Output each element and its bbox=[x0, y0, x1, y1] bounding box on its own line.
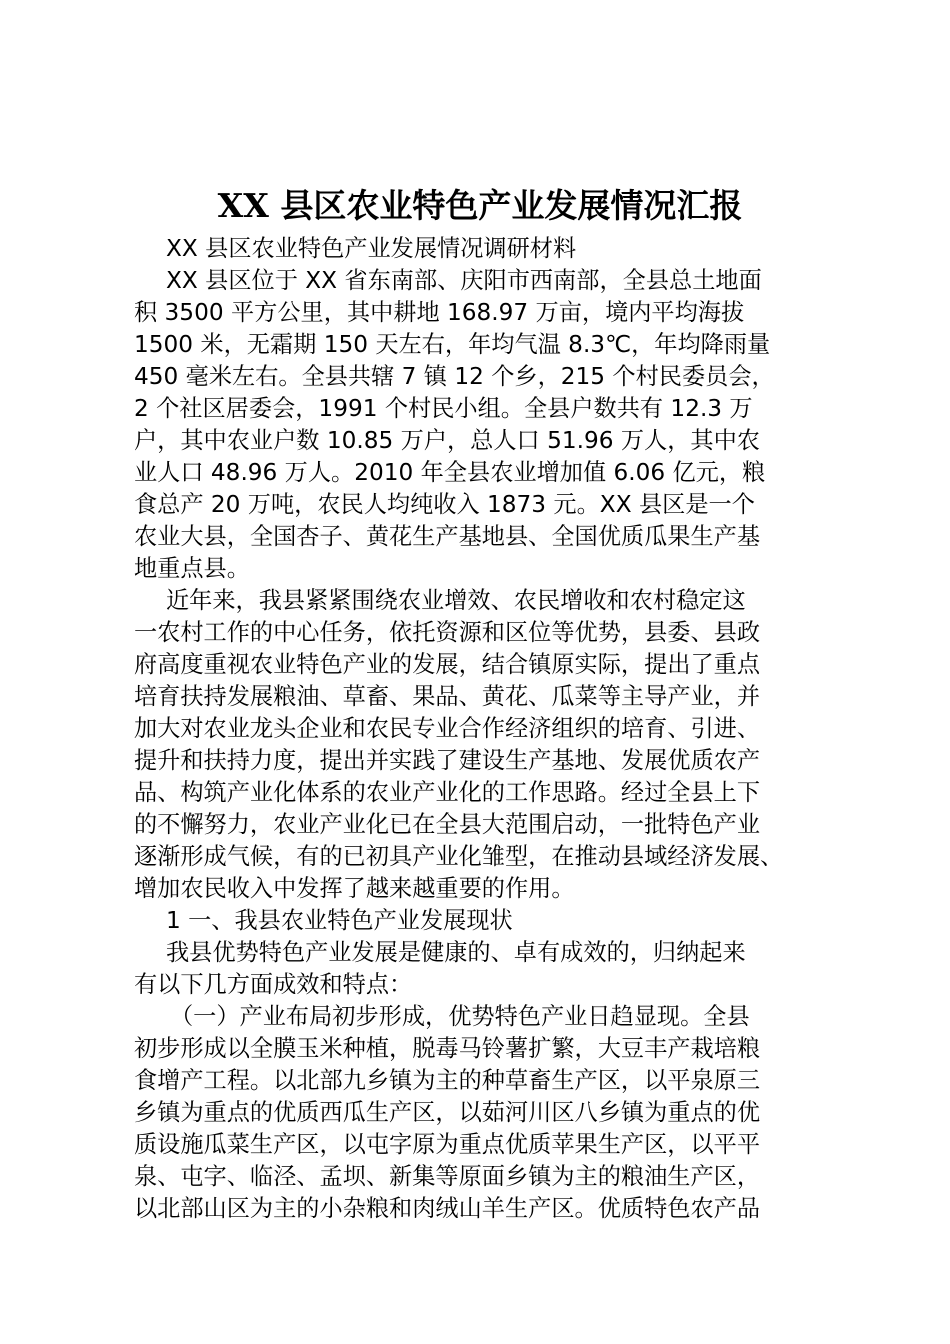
paragraph-line: 质设施瓜菜生产区，以屯字原为重点优质苹果生产区，以平平 bbox=[134, 1131, 761, 1158]
paragraph-line: 培育扶持发展粮油、草畜、果品、黄花、瓜菜等主导产业，并 bbox=[134, 683, 761, 710]
paragraph-line: 1500 米，无霜期 150 天左右，年均气温 8.3℃，年均降雨量 bbox=[134, 331, 771, 358]
paragraph-line: 户，其中农业户数 10.85 万户，总人口 51.96 万人，其中农 bbox=[134, 427, 760, 454]
paragraph-line: 2 个社区居委会，1991 个村民小组。全县户数共有 12.3 万 bbox=[134, 395, 753, 422]
title-prefix: XX bbox=[217, 186, 269, 225]
paragraph-line: 乡镇为重点的优质西瓜生产区，以茹河川区八乡镇为重点的优 bbox=[134, 1099, 761, 1126]
paragraph-line: 的不懈努力，农业产业化已在全县大范围启动，一批特色产业 bbox=[134, 811, 761, 838]
paragraph-line: 一农村工作的中心任务，依托资源和区位等优势，县委、县政 bbox=[134, 619, 761, 646]
document-title bbox=[0, 184, 950, 228]
paragraph-line: 府高度重视农业特色产业的发展，结合镇原实际，提出了重点 bbox=[134, 651, 761, 678]
paragraph-line: （一）产业布局初步形成，优势特色产业日趋显现。全县 bbox=[170, 1003, 750, 1030]
paragraph-line: 加大对农业龙头企业和农民专业合作经济组织的培育、引进、 bbox=[134, 715, 761, 742]
section-heading: 1 一、我县农业特色产业发展现状 bbox=[166, 907, 513, 934]
subtitle-line: XX 县区农业特色产业发展情况调研材料 bbox=[166, 235, 577, 262]
paragraph-line: 食增产工程。以北部九乡镇为主的种草畜生产区，以平泉原三 bbox=[134, 1067, 761, 1094]
paragraph-line: 积 3500 平方公里，其中耕地 168.97 万亩，境内平均海拔 bbox=[134, 299, 745, 326]
paragraph-line: 有以下几方面成效和特点： bbox=[134, 971, 413, 998]
paragraph-line: 提升和扶持力度，提出并实践了建设生产基地、发展优质农产 bbox=[134, 747, 761, 774]
paragraph-line: 地重点县。 bbox=[134, 555, 250, 582]
paragraph-line: 业人口 48.96 万人。2010 年全县农业增加值 6.06 亿元，粮 bbox=[134, 459, 766, 486]
paragraph-line: 以北部山区为主的小杂粮和肉绒山羊生产区。优质特色农产品 bbox=[134, 1195, 761, 1222]
paragraph-line: 品、构筑产业化体系的农业产业化的工作思路。经过全县上下 bbox=[134, 779, 761, 806]
paragraph-line: 逐渐形成气候，有的已初具产业化雏型，在推动县域经济发展、 bbox=[134, 843, 784, 870]
paragraph-line: 450 毫米左右。全县共辖 7 镇 12 个乡，215 个村民委员会， bbox=[134, 363, 775, 390]
document-body bbox=[134, 233, 854, 1225]
paragraph-line: 农业大县，全国杏子、黄花生产基地县、全国优质瓜果生产基 bbox=[134, 523, 761, 550]
paragraph-line: 泉、屯字、临泾、孟坝、新集等原面乡镇为主的粮油生产区， bbox=[134, 1163, 761, 1190]
paragraph-line: 增加农民收入中发挥了越来越重要的作用。 bbox=[134, 875, 575, 902]
paragraph-line: 近年来，我县紧紧围绕农业增效、农民增收和农村稳定这 bbox=[166, 587, 746, 614]
paragraph-line: XX 县区位于 XX 省东南部、庆阳市西南部，全县总土地面 bbox=[166, 267, 762, 294]
title-main: 县区农业特色产业发展情况汇报 bbox=[268, 186, 743, 225]
paragraph-line: 我县优势特色产业发展是健康的、卓有成效的，归纳起来 bbox=[166, 939, 746, 966]
paragraph-line: 初步形成以全膜玉米种植，脱毒马铃薯扩繁，大豆丰产栽培粮 bbox=[134, 1035, 761, 1062]
paragraph-line: 食总产 20 万吨，农民人均纯收入 1873 元。XX 县区是一个 bbox=[134, 491, 755, 518]
